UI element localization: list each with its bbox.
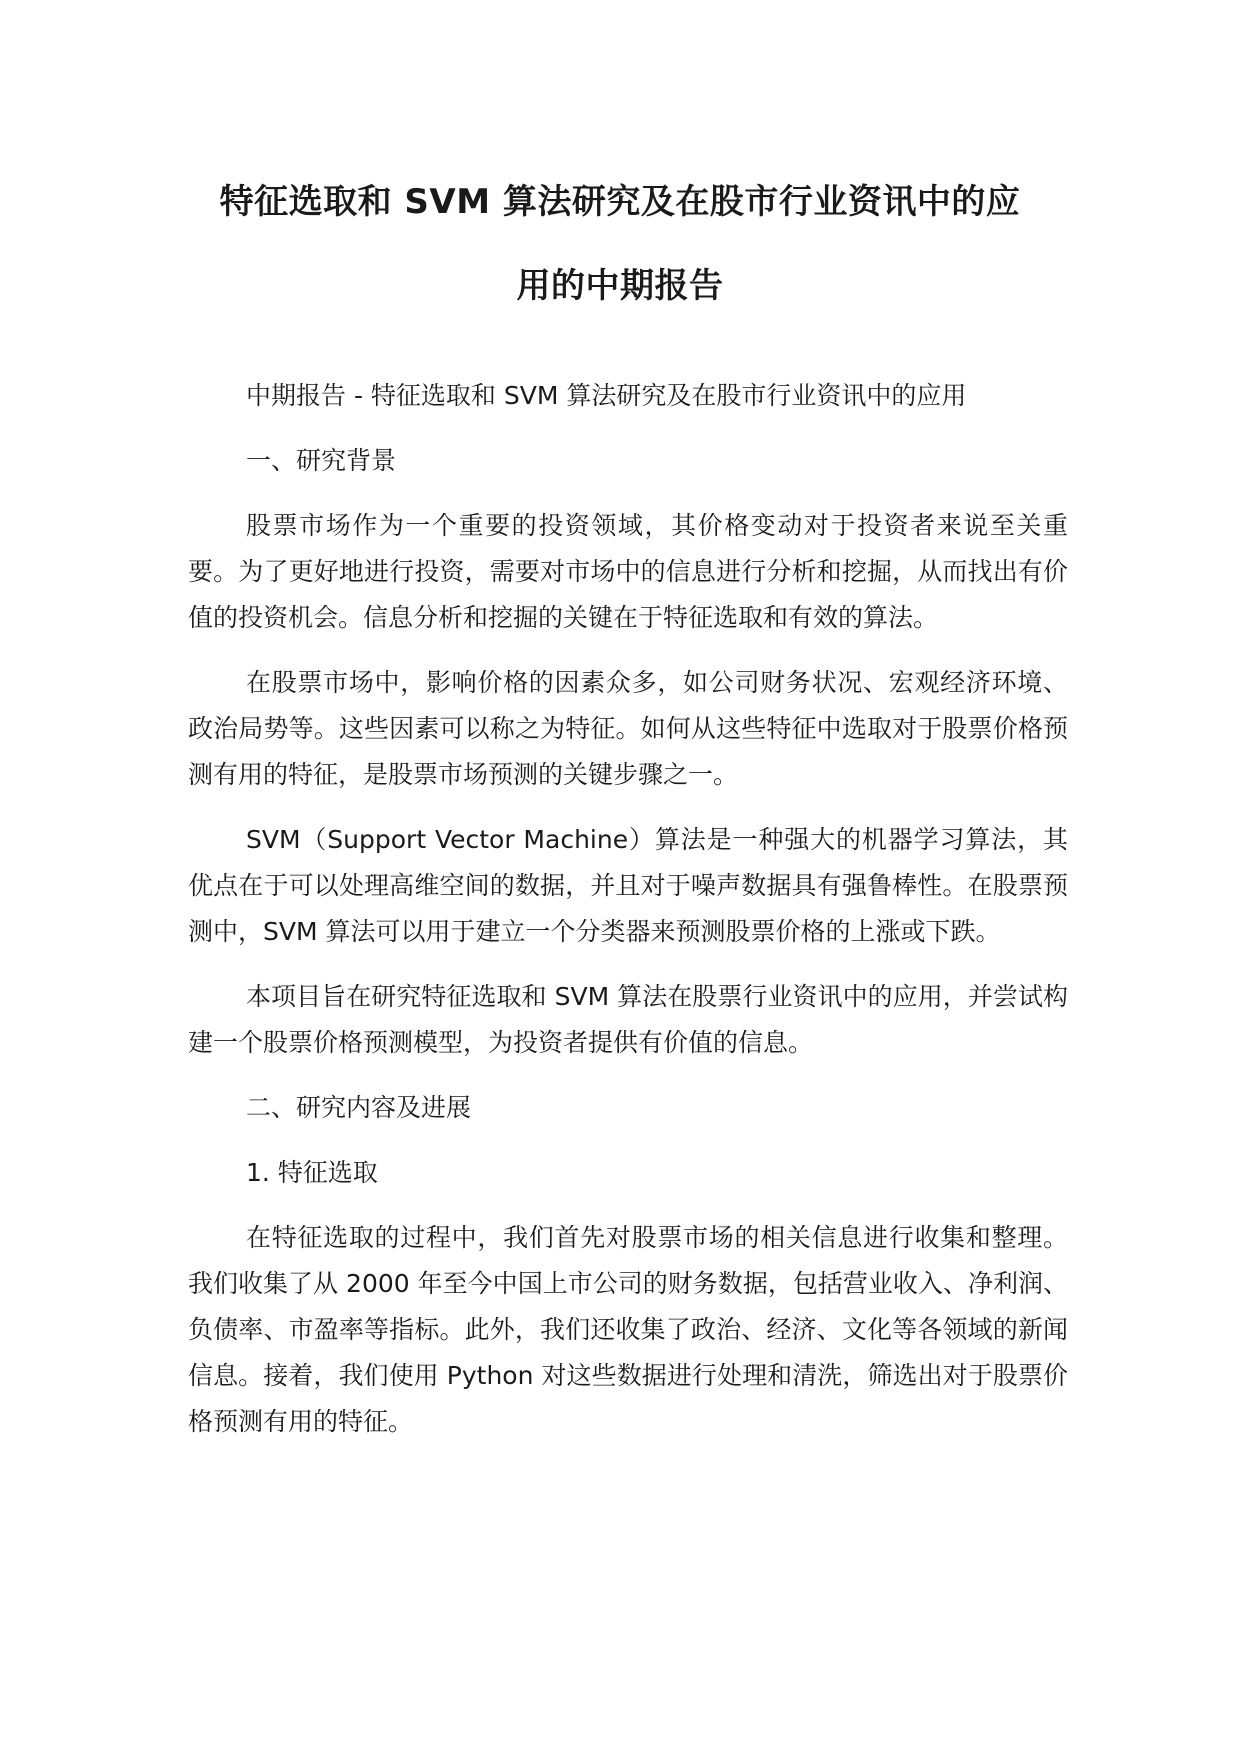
subsection-heading-feature-selection: 1. 特征选取 (246, 1158, 378, 1187)
title-line-1: 特征选取和 SVM 算法研究及在股市行业资讯中的应 (219, 182, 1021, 222)
paragraph: 在特征选取的过程中，我们首先对股票市场的相关信息进行收集和整理。我们收集了从 2000 年至今中国上市公司的财务数据，包括营业收入、净利润、负债率、市盈率等指标。此外，我们还收集了政治、经济、文化等各领域的新闻信息。接着，我们使用 Python 对这些数据进行处理和清洗，筛选出对于股票价格预测有用的特征。 (188, 1223, 1068, 1436)
document-body (188, 373, 1068, 1464)
paragraph: SVM（Support Vector Machine）算法是一种强大的机器学习算法，其优点在于可以处理高维空间的数据，并且对于噪声数据具有强鲁棒性。在股票预测中，SVM 算法可以用于建立一个分类器来预测股票价格的上涨或下跌。 (188, 825, 1068, 946)
document-title (150, 160, 1090, 328)
section-heading-background: 一、研究背景 (246, 446, 397, 475)
section-heading-content: 二、研究内容及进展 (246, 1093, 472, 1122)
title-line-2: 用的中期报告 (516, 266, 724, 306)
report-subtitle: 中期报告 - 特征选取和 SVM 算法研究及在股市行业资讯中的应用 (246, 381, 967, 410)
paragraph: 股票市场作为一个重要的投资领域，其价格变动对于投资者来说至关重要。为了更好地进行投资，需要对市场中的信息进行分析和挖掘，从而找出有价值的投资机会。信息分析和挖掘的关键在于特征选取和有效的算法。 (188, 511, 1068, 632)
paragraph: 在股票市场中，影响价格的因素众多，如公司财务状况、宏观经济环境、政治局势等。这些因素可以称之为特征。如何从这些特征中选取对于股票价格预测有用的特征，是股票市场预测的关键步骤之一。 (188, 668, 1068, 789)
paragraph: 本项目旨在研究特征选取和 SVM 算法在股票行业资讯中的应用，并尝试构建一个股票价格预测模型，为投资者提供有价值的信息。 (188, 982, 1068, 1057)
